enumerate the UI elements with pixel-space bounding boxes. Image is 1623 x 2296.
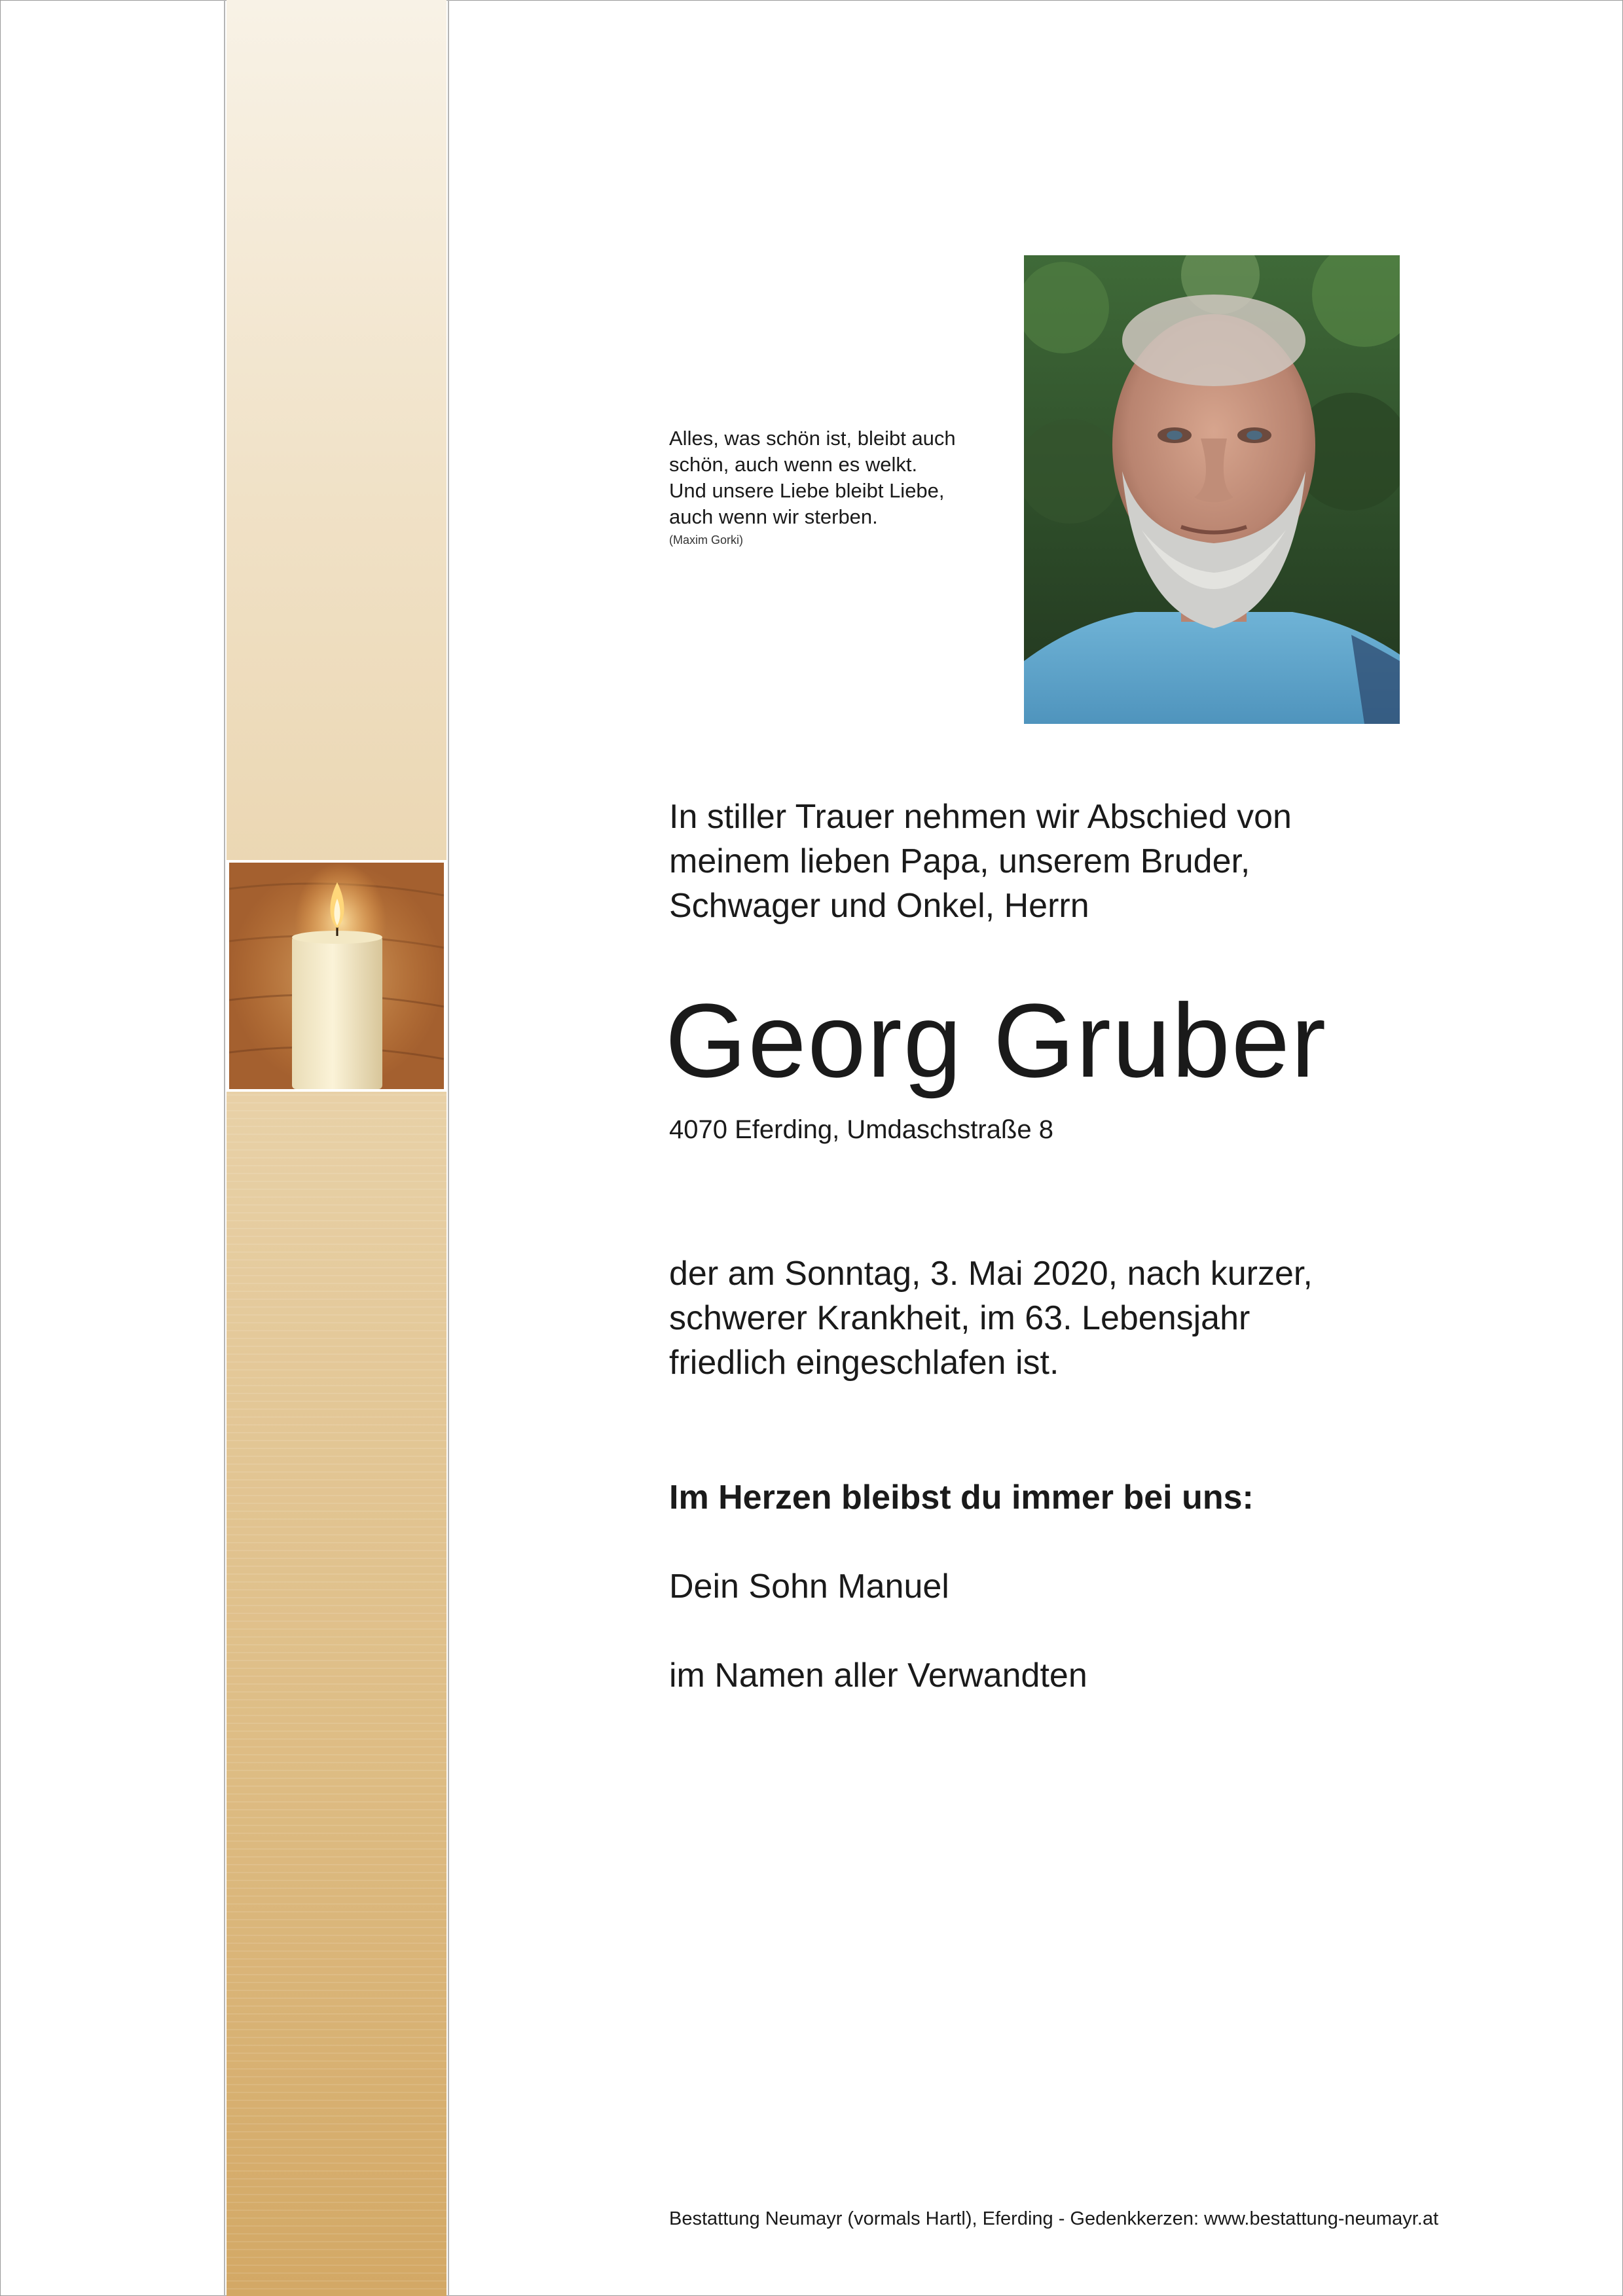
strip-right-rule bbox=[448, 0, 449, 2296]
intro-line: meinem lieben Papa, unserem Bruder, bbox=[669, 842, 1250, 880]
mourner-relatives: im Namen aller Verwandten bbox=[669, 1657, 1087, 1695]
quote-line: Und unsere Liebe bleibt Liebe, bbox=[669, 479, 945, 502]
memorial-quote bbox=[669, 425, 1010, 548]
intro-line: In stiller Trauer nehmen wir Abschied von bbox=[669, 798, 1292, 836]
mourning-intro bbox=[669, 795, 1520, 928]
portrait-photo bbox=[1024, 255, 1400, 724]
quote-line: auch wenn wir sterben. bbox=[669, 505, 878, 528]
candle-image bbox=[229, 863, 444, 1089]
strip-texture bbox=[227, 1086, 447, 2296]
quote-line: Alles, was schön ist, bleibt auch bbox=[669, 427, 956, 450]
mourners-heading: Im Herzen bleibst du immer bei uns: bbox=[669, 1479, 1254, 1516]
funeral-home-footer: Bestattung Neumayr (vormals Hartl), Eferding - Gedenkkerzen: www.bestattung-neumayr.at bbox=[669, 2208, 1439, 2229]
mourner-son: Dein Sohn Manuel bbox=[669, 1568, 949, 1605]
strip-left-rule bbox=[224, 0, 225, 2296]
details-line: der am Sonntag, 3. Mai 2020, nach kurzer, bbox=[669, 1255, 1313, 1293]
death-details bbox=[669, 1251, 1520, 1385]
details-line: friedlich eingeschlafen ist. bbox=[669, 1344, 1059, 1382]
details-line: schwerer Krankheit, im 63. Lebensjahr bbox=[669, 1299, 1250, 1337]
intro-line: Schwager und Onkel, Herrn bbox=[669, 887, 1089, 925]
deceased-name: Georg Gruber bbox=[665, 982, 1328, 1099]
quote-author: (Maxim Gorki) bbox=[669, 533, 743, 547]
quote-line: schön, auch wenn es welkt. bbox=[669, 453, 918, 476]
deceased-address: 4070 Eferding, Umdaschstraße 8 bbox=[669, 1115, 1053, 1144]
